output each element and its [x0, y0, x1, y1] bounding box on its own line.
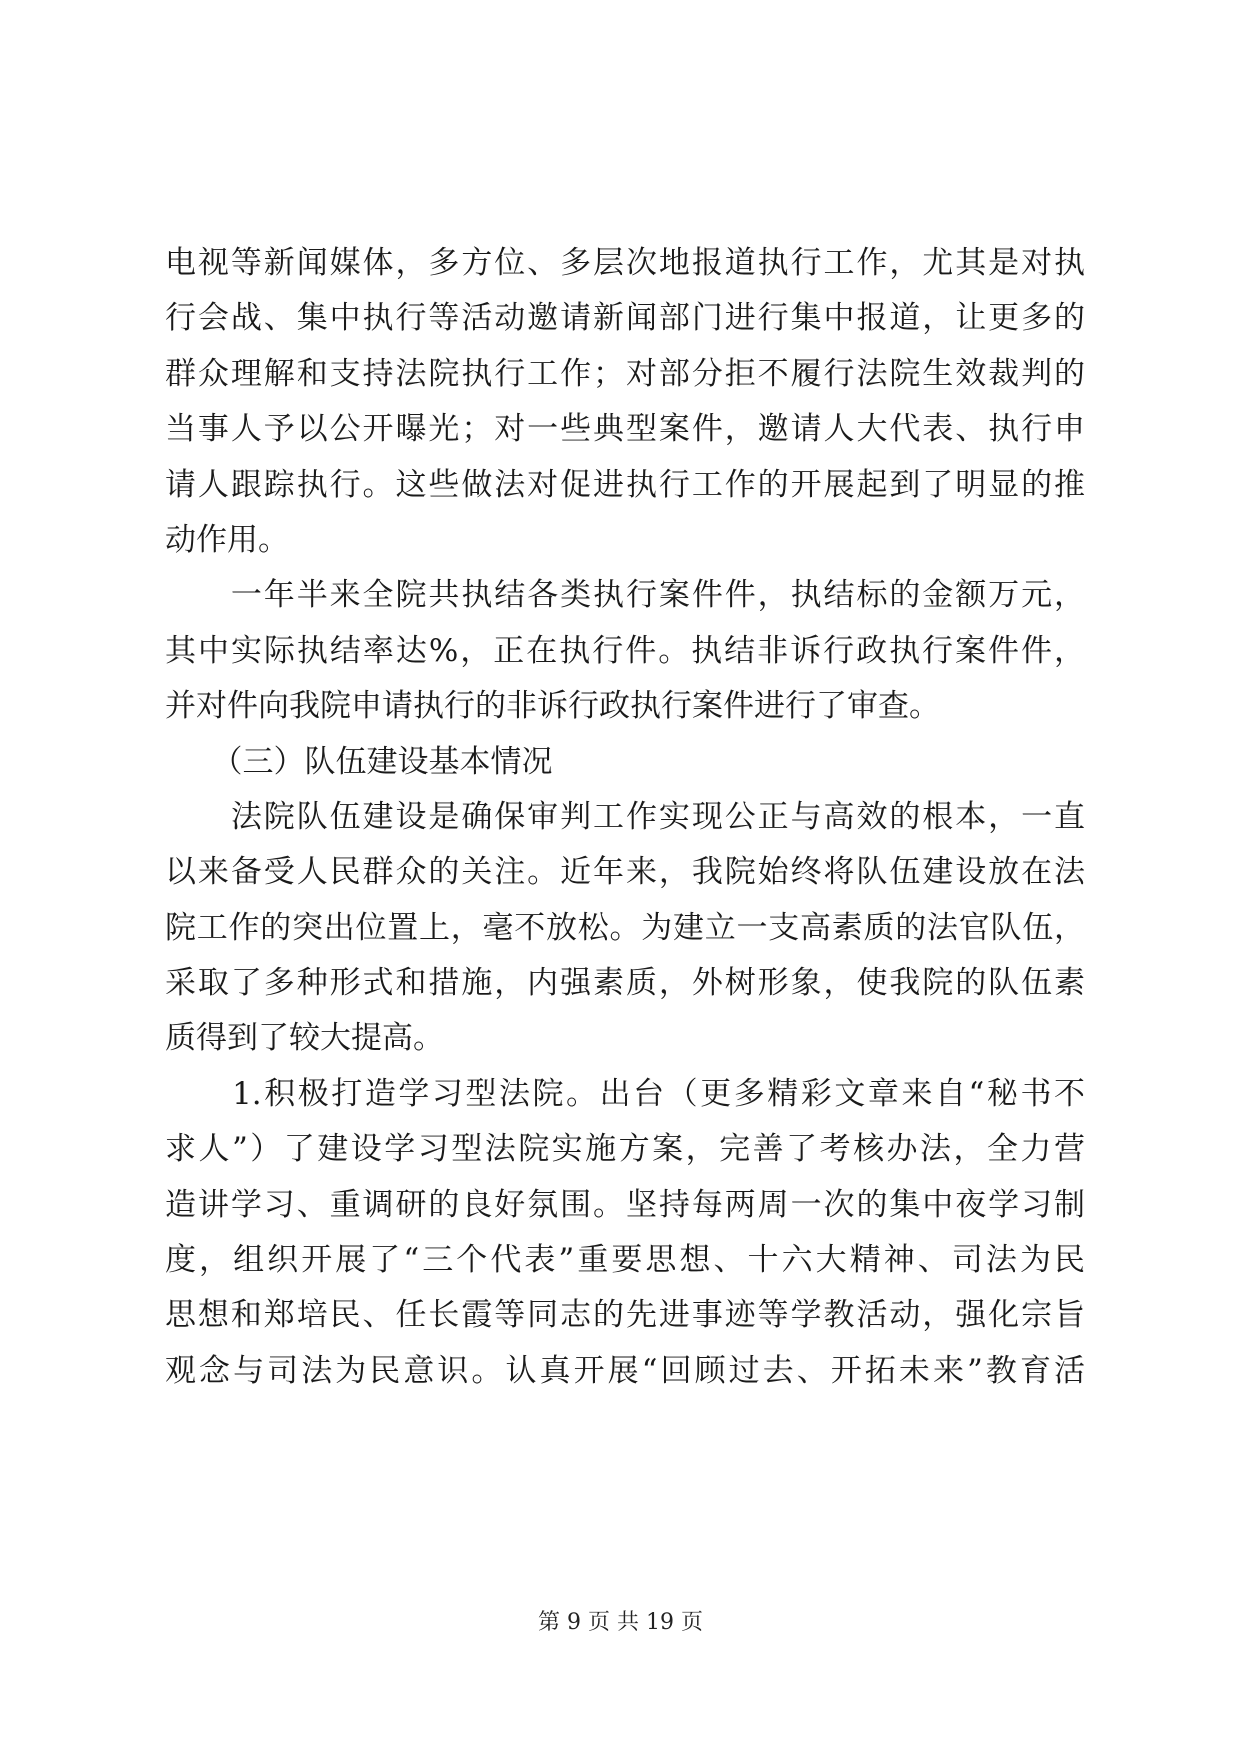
- text-line: 采取了多种形式和措施，内强素质，外树形象，使我院的队伍素: [165, 965, 1085, 1002]
- body-text: [165, 236, 1085, 1399]
- text-line: 造讲学习、重调研的良好氛围。坚持每两周一次的集中夜学习制: [165, 1186, 1085, 1223]
- text-line: 并对件向我院申请执行的非诉行政执行案件进行了审查。: [165, 688, 940, 725]
- text-line: 其中实际执结率达%，正在执行件。执结非诉行政执行案件件，: [165, 632, 1085, 669]
- text-line: 电视等新闻媒体，多方位、多层次地报道执行工作，尤其是对执: [165, 245, 1085, 281]
- text-line: 院工作的突出位置上，毫不放松。为建立一支高素质的法官队伍，: [165, 909, 1085, 946]
- text-line: 思想和郑培民、任长霞等同志的先进事迹等学教活动，强化宗旨: [165, 1297, 1085, 1334]
- text-line: 质得到了较大提高。: [165, 1020, 444, 1057]
- page-footer: 第 9 页 共 19 页: [538, 1610, 703, 1635]
- text-line: 一年半来全院共执结各类执行案件件，执结标的金额万元，: [165, 577, 1085, 614]
- text-line: 度，组织开展了“三个代表”重要思想、十六大精神、司法为民: [165, 1242, 1085, 1279]
- text-line: 动作用。: [165, 521, 289, 558]
- text-line: （三）队伍建设基本情况: [165, 743, 553, 780]
- text-line: 群众理解和支持法院执行工作；对部分拒不履行法院生效裁判的: [165, 355, 1085, 392]
- text-line: 以来备受人民群众的关注。近年来，我院始终将队伍建设放在法: [165, 854, 1085, 891]
- text-line: 求人”）了建设学习型法院实施方案，完善了考核办法，全力营: [165, 1131, 1085, 1168]
- text-line: 观念与司法为民意识。认真开展“回顾过去、开拓未来”教育活: [165, 1352, 1085, 1389]
- text-line: 行会战、集中执行等活动邀请新闻部门进行集中报道，让更多的: [165, 300, 1085, 337]
- text-line: 法院队伍建设是确保审判工作实现公正与高效的根本，一直: [165, 798, 1085, 835]
- text-line: 当事人予以公开曝光；对一些典型案件，邀请人大代表、执行申: [165, 411, 1085, 448]
- text-line: 请人跟踪执行。这些做法对促进执行工作的开展起到了明显的推: [165, 466, 1085, 503]
- text-line: 1.积极打造学习型法院。出台（更多精彩文章来自“秘书不: [165, 1075, 1085, 1112]
